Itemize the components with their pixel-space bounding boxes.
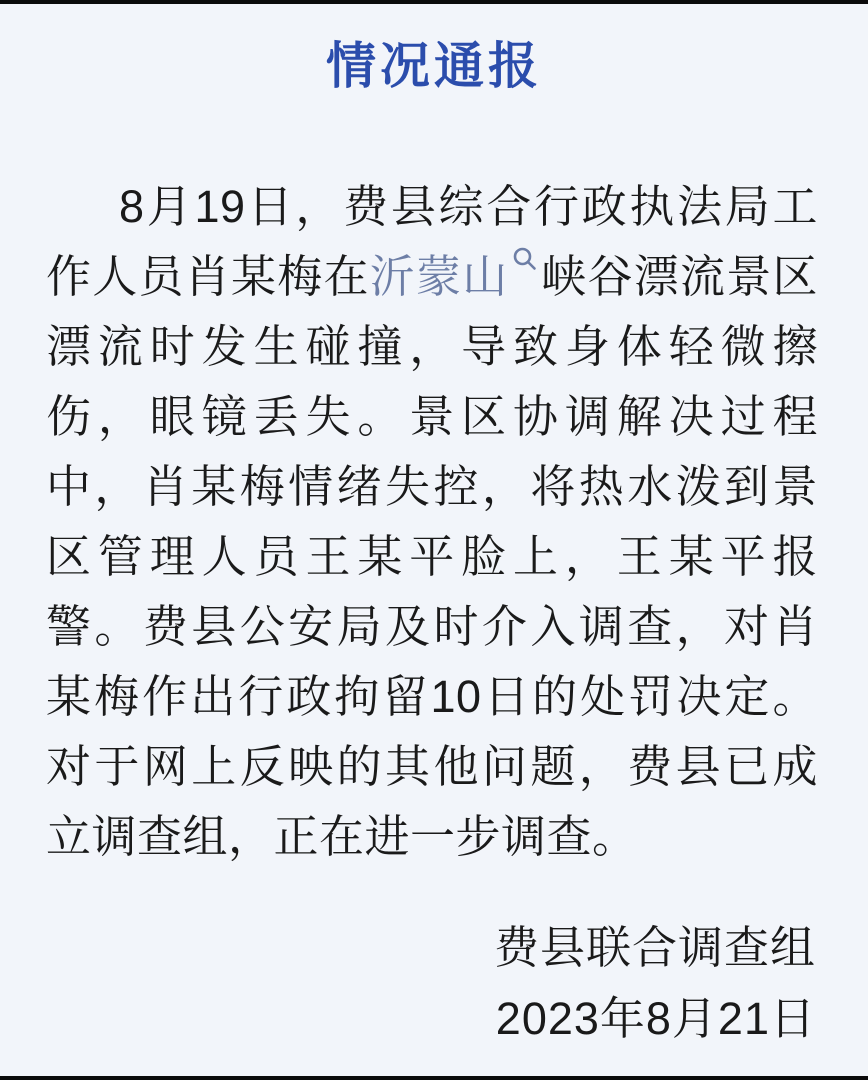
signature-block: [494, 912, 816, 1054]
bottom-letterbox-bar: [0, 1076, 868, 1080]
search-icon: [512, 246, 537, 271]
body-text-after-link: 峡谷漂流景区漂流时发生碰撞，导致身体轻微擦伤，眼镜丢失。景区协调解决过程中，肖某梅情绪失控，将热水泼到景区管理人员王某平脸上，王某平报警。费县公安局及时介入调查，对肖某梅作出行政拘留10日的处罚决定。对于网上反映的其他问题，费县已成立调查组，正在进一步调查。: [46, 251, 818, 862]
signature-org: 费县联合调查组: [493, 922, 816, 973]
body-text-before-link: 8月19日，费县综合行政执法局工作人员肖某梅在: [46, 181, 818, 302]
top-letterbox-bar: [0, 0, 868, 4]
notice-body: [46, 172, 818, 872]
entity-link-label: 沂蒙山: [369, 251, 509, 302]
notice-title: 情况通报: [326, 38, 542, 94]
entity-link-yimengshan[interactable]: [370, 251, 541, 302]
signature-date: 2023年8月21日: [495, 993, 816, 1044]
